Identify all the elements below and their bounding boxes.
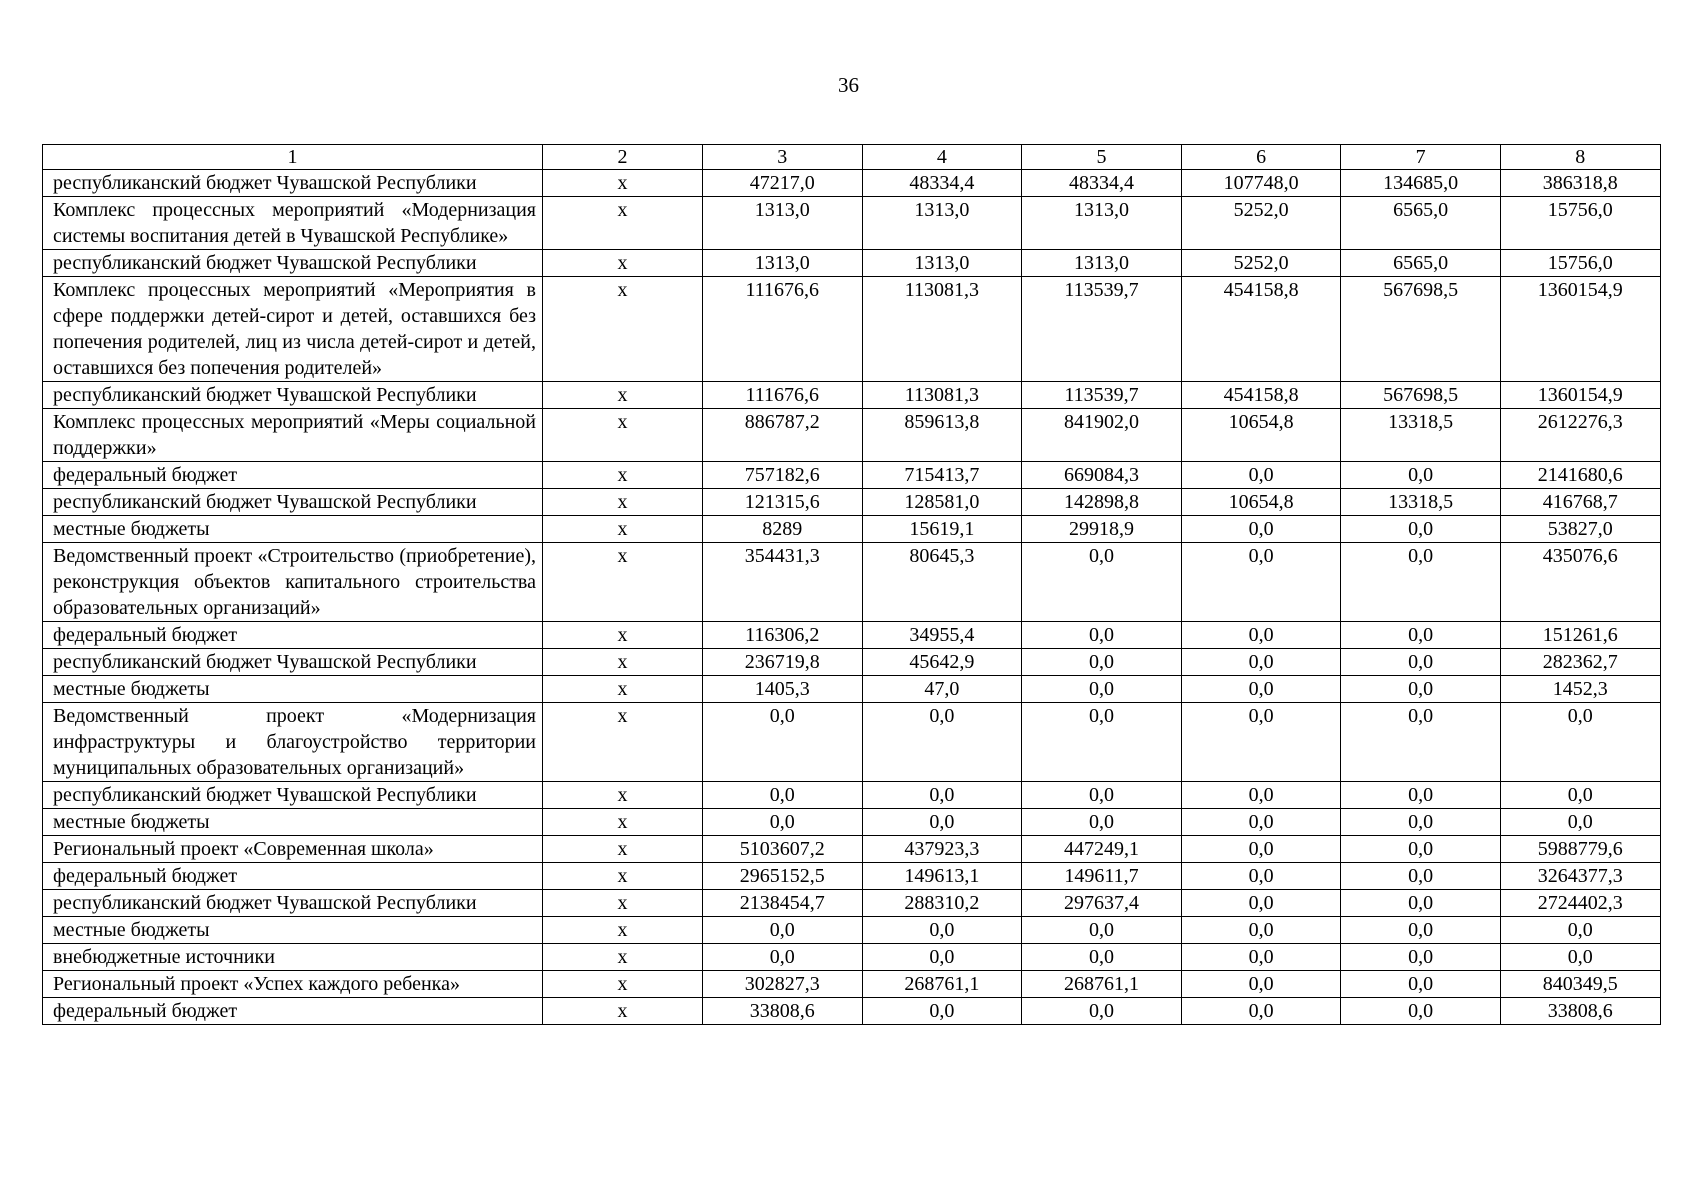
- column-number-header: 8: [1500, 145, 1660, 170]
- value-cell: 113081,3: [862, 382, 1022, 409]
- value-cell: 567698,5: [1341, 382, 1501, 409]
- code-cell: x: [543, 676, 703, 703]
- value-cell: 236719,8: [703, 649, 863, 676]
- value-cell: 567698,5: [1341, 277, 1501, 382]
- value-cell: 435076,6: [1500, 543, 1660, 622]
- value-cell: 111676,6: [703, 277, 863, 382]
- value-cell: 0,0: [862, 917, 1022, 944]
- table-row: [43, 863, 1661, 890]
- code-cell: x: [543, 409, 703, 462]
- column-number-header: 6: [1181, 145, 1341, 170]
- value-cell: 302827,3: [703, 971, 863, 998]
- value-cell: 0,0: [1181, 863, 1341, 890]
- value-cell: 297637,4: [1022, 890, 1182, 917]
- table-row: [43, 382, 1661, 409]
- code-cell: x: [543, 543, 703, 622]
- budget-table: [42, 144, 1661, 1025]
- value-cell: 5252,0: [1181, 250, 1341, 277]
- value-cell: 116306,2: [703, 622, 863, 649]
- value-cell: 0,0: [1500, 944, 1660, 971]
- value-cell: 0,0: [1181, 782, 1341, 809]
- value-cell: 0,0: [1341, 863, 1501, 890]
- value-cell: 2141680,6: [1500, 462, 1660, 489]
- value-cell: 5252,0: [1181, 197, 1341, 250]
- value-cell: 6565,0: [1341, 197, 1501, 250]
- value-cell: 0,0: [1181, 622, 1341, 649]
- value-cell: 0,0: [1341, 971, 1501, 998]
- value-cell: 0,0: [1181, 890, 1341, 917]
- code-cell: x: [543, 998, 703, 1025]
- value-cell: 0,0: [1022, 703, 1182, 782]
- value-cell: 669084,3: [1022, 462, 1182, 489]
- value-cell: 15756,0: [1500, 197, 1660, 250]
- value-cell: 1360154,9: [1500, 382, 1660, 409]
- column-number-header: 3: [703, 145, 863, 170]
- value-cell: 29918,9: [1022, 516, 1182, 543]
- row-label-cell: Ведомственный проект «Строительство (приобретение), реконструкция объектов капитального строительства образовательных организаций»: [43, 543, 543, 622]
- value-cell: 454158,8: [1181, 277, 1341, 382]
- value-cell: 1405,3: [703, 676, 863, 703]
- value-cell: 454158,8: [1181, 382, 1341, 409]
- value-cell: 886787,2: [703, 409, 863, 462]
- row-label-cell: республиканский бюджет Чувашской Республики: [43, 890, 543, 917]
- value-cell: 0,0: [1181, 809, 1341, 836]
- code-cell: x: [543, 782, 703, 809]
- value-cell: 15756,0: [1500, 250, 1660, 277]
- value-cell: 33808,6: [1500, 998, 1660, 1025]
- value-cell: 5988779,6: [1500, 836, 1660, 863]
- value-cell: 0,0: [1022, 809, 1182, 836]
- value-cell: 268761,1: [1022, 971, 1182, 998]
- value-cell: 282362,7: [1500, 649, 1660, 676]
- row-label-cell: федеральный бюджет: [43, 622, 543, 649]
- value-cell: 1313,0: [862, 250, 1022, 277]
- code-cell: x: [543, 382, 703, 409]
- table-row: [43, 462, 1661, 489]
- code-cell: x: [543, 863, 703, 890]
- value-cell: 6565,0: [1341, 250, 1501, 277]
- value-cell: 0,0: [862, 703, 1022, 782]
- table-row: [43, 622, 1661, 649]
- table-row: [43, 917, 1661, 944]
- table-row: [43, 516, 1661, 543]
- value-cell: 0,0: [1181, 836, 1341, 863]
- table-row: [43, 676, 1661, 703]
- value-cell: 0,0: [1181, 917, 1341, 944]
- value-cell: 0,0: [1181, 998, 1341, 1025]
- table-row: [43, 836, 1661, 863]
- value-cell: 0,0: [1500, 917, 1660, 944]
- table-row: [43, 703, 1661, 782]
- code-cell: x: [543, 809, 703, 836]
- row-label-cell: федеральный бюджет: [43, 863, 543, 890]
- value-cell: 111676,6: [703, 382, 863, 409]
- value-cell: 121315,6: [703, 489, 863, 516]
- code-cell: x: [543, 622, 703, 649]
- row-label-cell: Комплекс процессных мероприятий «Мероприятия в сфере поддержки детей-сирот и детей, оставшихся без попечения родителей, лиц из числа детей-сирот и детей, оставшихся без попечения родителей»: [43, 277, 543, 382]
- value-cell: 1313,0: [1022, 250, 1182, 277]
- code-cell: x: [543, 197, 703, 250]
- value-cell: 0,0: [1341, 649, 1501, 676]
- value-cell: 840349,5: [1500, 971, 1660, 998]
- value-cell: 841902,0: [1022, 409, 1182, 462]
- table-row: [43, 944, 1661, 971]
- value-cell: 128581,0: [862, 489, 1022, 516]
- value-cell: 0,0: [1341, 944, 1501, 971]
- row-label-cell: Ведомственный проект «Модернизация инфраструктуры и благоустройство территории муниципальных образовательных организаций»: [43, 703, 543, 782]
- value-cell: 386318,8: [1500, 170, 1660, 197]
- code-cell: x: [543, 489, 703, 516]
- value-cell: 0,0: [1022, 917, 1182, 944]
- value-cell: 48334,4: [1022, 170, 1182, 197]
- value-cell: 715413,7: [862, 462, 1022, 489]
- row-label-cell: республиканский бюджет Чувашской Республики: [43, 649, 543, 676]
- value-cell: 0,0: [1500, 809, 1660, 836]
- value-cell: 0,0: [703, 809, 863, 836]
- code-cell: x: [543, 649, 703, 676]
- value-cell: 0,0: [1022, 676, 1182, 703]
- value-cell: 416768,7: [1500, 489, 1660, 516]
- value-cell: 757182,6: [703, 462, 863, 489]
- value-cell: 0,0: [1341, 998, 1501, 1025]
- value-cell: 0,0: [1341, 890, 1501, 917]
- value-cell: 268761,1: [862, 971, 1022, 998]
- value-cell: 113081,3: [862, 277, 1022, 382]
- value-cell: 15619,1: [862, 516, 1022, 543]
- value-cell: 48334,4: [862, 170, 1022, 197]
- value-cell: 859613,8: [862, 409, 1022, 462]
- row-label-cell: Комплекс процессных мероприятий «Меры социальной поддержки»: [43, 409, 543, 462]
- value-cell: 2138454,7: [703, 890, 863, 917]
- value-cell: 13318,5: [1341, 489, 1501, 516]
- value-cell: 34955,4: [862, 622, 1022, 649]
- value-cell: 2724402,3: [1500, 890, 1660, 917]
- value-cell: 142898,8: [1022, 489, 1182, 516]
- value-cell: 0,0: [1500, 782, 1660, 809]
- row-label-cell: Региональный проект «Успех каждого ребенка»: [43, 971, 543, 998]
- value-cell: 0,0: [1181, 676, 1341, 703]
- table-header-row: [43, 145, 1661, 170]
- code-cell: x: [543, 170, 703, 197]
- value-cell: 149613,1: [862, 863, 1022, 890]
- value-cell: 3264377,3: [1500, 863, 1660, 890]
- column-number-header: 4: [862, 145, 1022, 170]
- row-label-cell: республиканский бюджет Чувашской Республики: [43, 170, 543, 197]
- value-cell: 10654,8: [1181, 409, 1341, 462]
- value-cell: 288310,2: [862, 890, 1022, 917]
- value-cell: 1313,0: [703, 197, 863, 250]
- value-cell: 45642,9: [862, 649, 1022, 676]
- value-cell: 1313,0: [1022, 197, 1182, 250]
- value-cell: 13318,5: [1341, 409, 1501, 462]
- row-label-cell: федеральный бюджет: [43, 998, 543, 1025]
- value-cell: 0,0: [1022, 543, 1182, 622]
- code-cell: x: [543, 277, 703, 382]
- table-row: [43, 649, 1661, 676]
- value-cell: 447249,1: [1022, 836, 1182, 863]
- value-cell: 0,0: [1341, 516, 1501, 543]
- code-cell: x: [543, 836, 703, 863]
- value-cell: 149611,7: [1022, 863, 1182, 890]
- value-cell: 0,0: [1341, 462, 1501, 489]
- row-label-cell: местные бюджеты: [43, 917, 543, 944]
- row-label-cell: Региональный проект «Современная школа»: [43, 836, 543, 863]
- row-label-cell: внебюджетные источники: [43, 944, 543, 971]
- row-label-cell: местные бюджеты: [43, 676, 543, 703]
- value-cell: 0,0: [862, 782, 1022, 809]
- code-cell: x: [543, 703, 703, 782]
- table-row: [43, 543, 1661, 622]
- value-cell: 0,0: [1022, 782, 1182, 809]
- table-row: [43, 197, 1661, 250]
- table-row: [43, 250, 1661, 277]
- row-label-cell: Комплекс процессных мероприятий «Модернизация системы воспитания детей в Чувашской Республике»: [43, 197, 543, 250]
- value-cell: 1313,0: [862, 197, 1022, 250]
- code-cell: x: [543, 971, 703, 998]
- value-cell: 53827,0: [1500, 516, 1660, 543]
- value-cell: 0,0: [1022, 998, 1182, 1025]
- row-label-cell: республиканский бюджет Чувашской Республики: [43, 782, 543, 809]
- table-row: [43, 489, 1661, 516]
- value-cell: 0,0: [1181, 703, 1341, 782]
- value-cell: 0,0: [1341, 543, 1501, 622]
- value-cell: 0,0: [862, 944, 1022, 971]
- value-cell: 5103607,2: [703, 836, 863, 863]
- column-number-header: 7: [1341, 145, 1501, 170]
- value-cell: 107748,0: [1181, 170, 1341, 197]
- row-label-cell: республиканский бюджет Чувашской Республики: [43, 250, 543, 277]
- page-number: 36: [838, 73, 859, 97]
- row-label-cell: федеральный бюджет: [43, 462, 543, 489]
- value-cell: 0,0: [1181, 516, 1341, 543]
- column-number-header: 5: [1022, 145, 1182, 170]
- value-cell: 1452,3: [1500, 676, 1660, 703]
- value-cell: 151261,6: [1500, 622, 1660, 649]
- row-label-cell: республиканский бюджет Чувашской Республики: [43, 489, 543, 516]
- value-cell: 437923,3: [862, 836, 1022, 863]
- value-cell: 0,0: [1022, 944, 1182, 971]
- value-cell: 1313,0: [703, 250, 863, 277]
- code-cell: x: [543, 944, 703, 971]
- table-row: [43, 971, 1661, 998]
- row-label-cell: местные бюджеты: [43, 809, 543, 836]
- table-row: [43, 170, 1661, 197]
- value-cell: 2965152,5: [703, 863, 863, 890]
- value-cell: 0,0: [1181, 543, 1341, 622]
- row-label-cell: республиканский бюджет Чувашской Республики: [43, 382, 543, 409]
- value-cell: 0,0: [862, 809, 1022, 836]
- code-cell: x: [543, 917, 703, 944]
- value-cell: 0,0: [1022, 622, 1182, 649]
- value-cell: 0,0: [1341, 809, 1501, 836]
- code-cell: x: [543, 890, 703, 917]
- value-cell: 2612276,3: [1500, 409, 1660, 462]
- value-cell: 0,0: [1341, 622, 1501, 649]
- value-cell: 0,0: [1341, 703, 1501, 782]
- value-cell: 0,0: [862, 998, 1022, 1025]
- value-cell: 0,0: [1341, 917, 1501, 944]
- value-cell: 0,0: [1341, 676, 1501, 703]
- value-cell: 0,0: [1181, 944, 1341, 971]
- value-cell: 0,0: [1341, 782, 1501, 809]
- value-cell: 47,0: [862, 676, 1022, 703]
- column-number-header: 2: [543, 145, 703, 170]
- table-row: [43, 890, 1661, 917]
- value-cell: 10654,8: [1181, 489, 1341, 516]
- value-cell: 8289: [703, 516, 863, 543]
- table-row: [43, 809, 1661, 836]
- value-cell: 113539,7: [1022, 382, 1182, 409]
- table-row: [43, 277, 1661, 382]
- code-cell: x: [543, 462, 703, 489]
- value-cell: 80645,3: [862, 543, 1022, 622]
- column-number-header: 1: [43, 145, 543, 170]
- value-cell: 0,0: [1181, 971, 1341, 998]
- value-cell: 134685,0: [1341, 170, 1501, 197]
- value-cell: 0,0: [703, 944, 863, 971]
- table-row: [43, 409, 1661, 462]
- value-cell: 0,0: [703, 782, 863, 809]
- value-cell: 0,0: [1181, 649, 1341, 676]
- value-cell: 1360154,9: [1500, 277, 1660, 382]
- table-row: [43, 782, 1661, 809]
- table-row: [43, 998, 1661, 1025]
- value-cell: 0,0: [703, 917, 863, 944]
- value-cell: 354431,3: [703, 543, 863, 622]
- row-label-cell: местные бюджеты: [43, 516, 543, 543]
- value-cell: 0,0: [1500, 703, 1660, 782]
- value-cell: 0,0: [703, 703, 863, 782]
- value-cell: 33808,6: [703, 998, 863, 1025]
- value-cell: 0,0: [1341, 836, 1501, 863]
- code-cell: x: [543, 250, 703, 277]
- value-cell: 0,0: [1181, 462, 1341, 489]
- code-cell: x: [543, 516, 703, 543]
- value-cell: 113539,7: [1022, 277, 1182, 382]
- value-cell: 47217,0: [703, 170, 863, 197]
- value-cell: 0,0: [1022, 649, 1182, 676]
